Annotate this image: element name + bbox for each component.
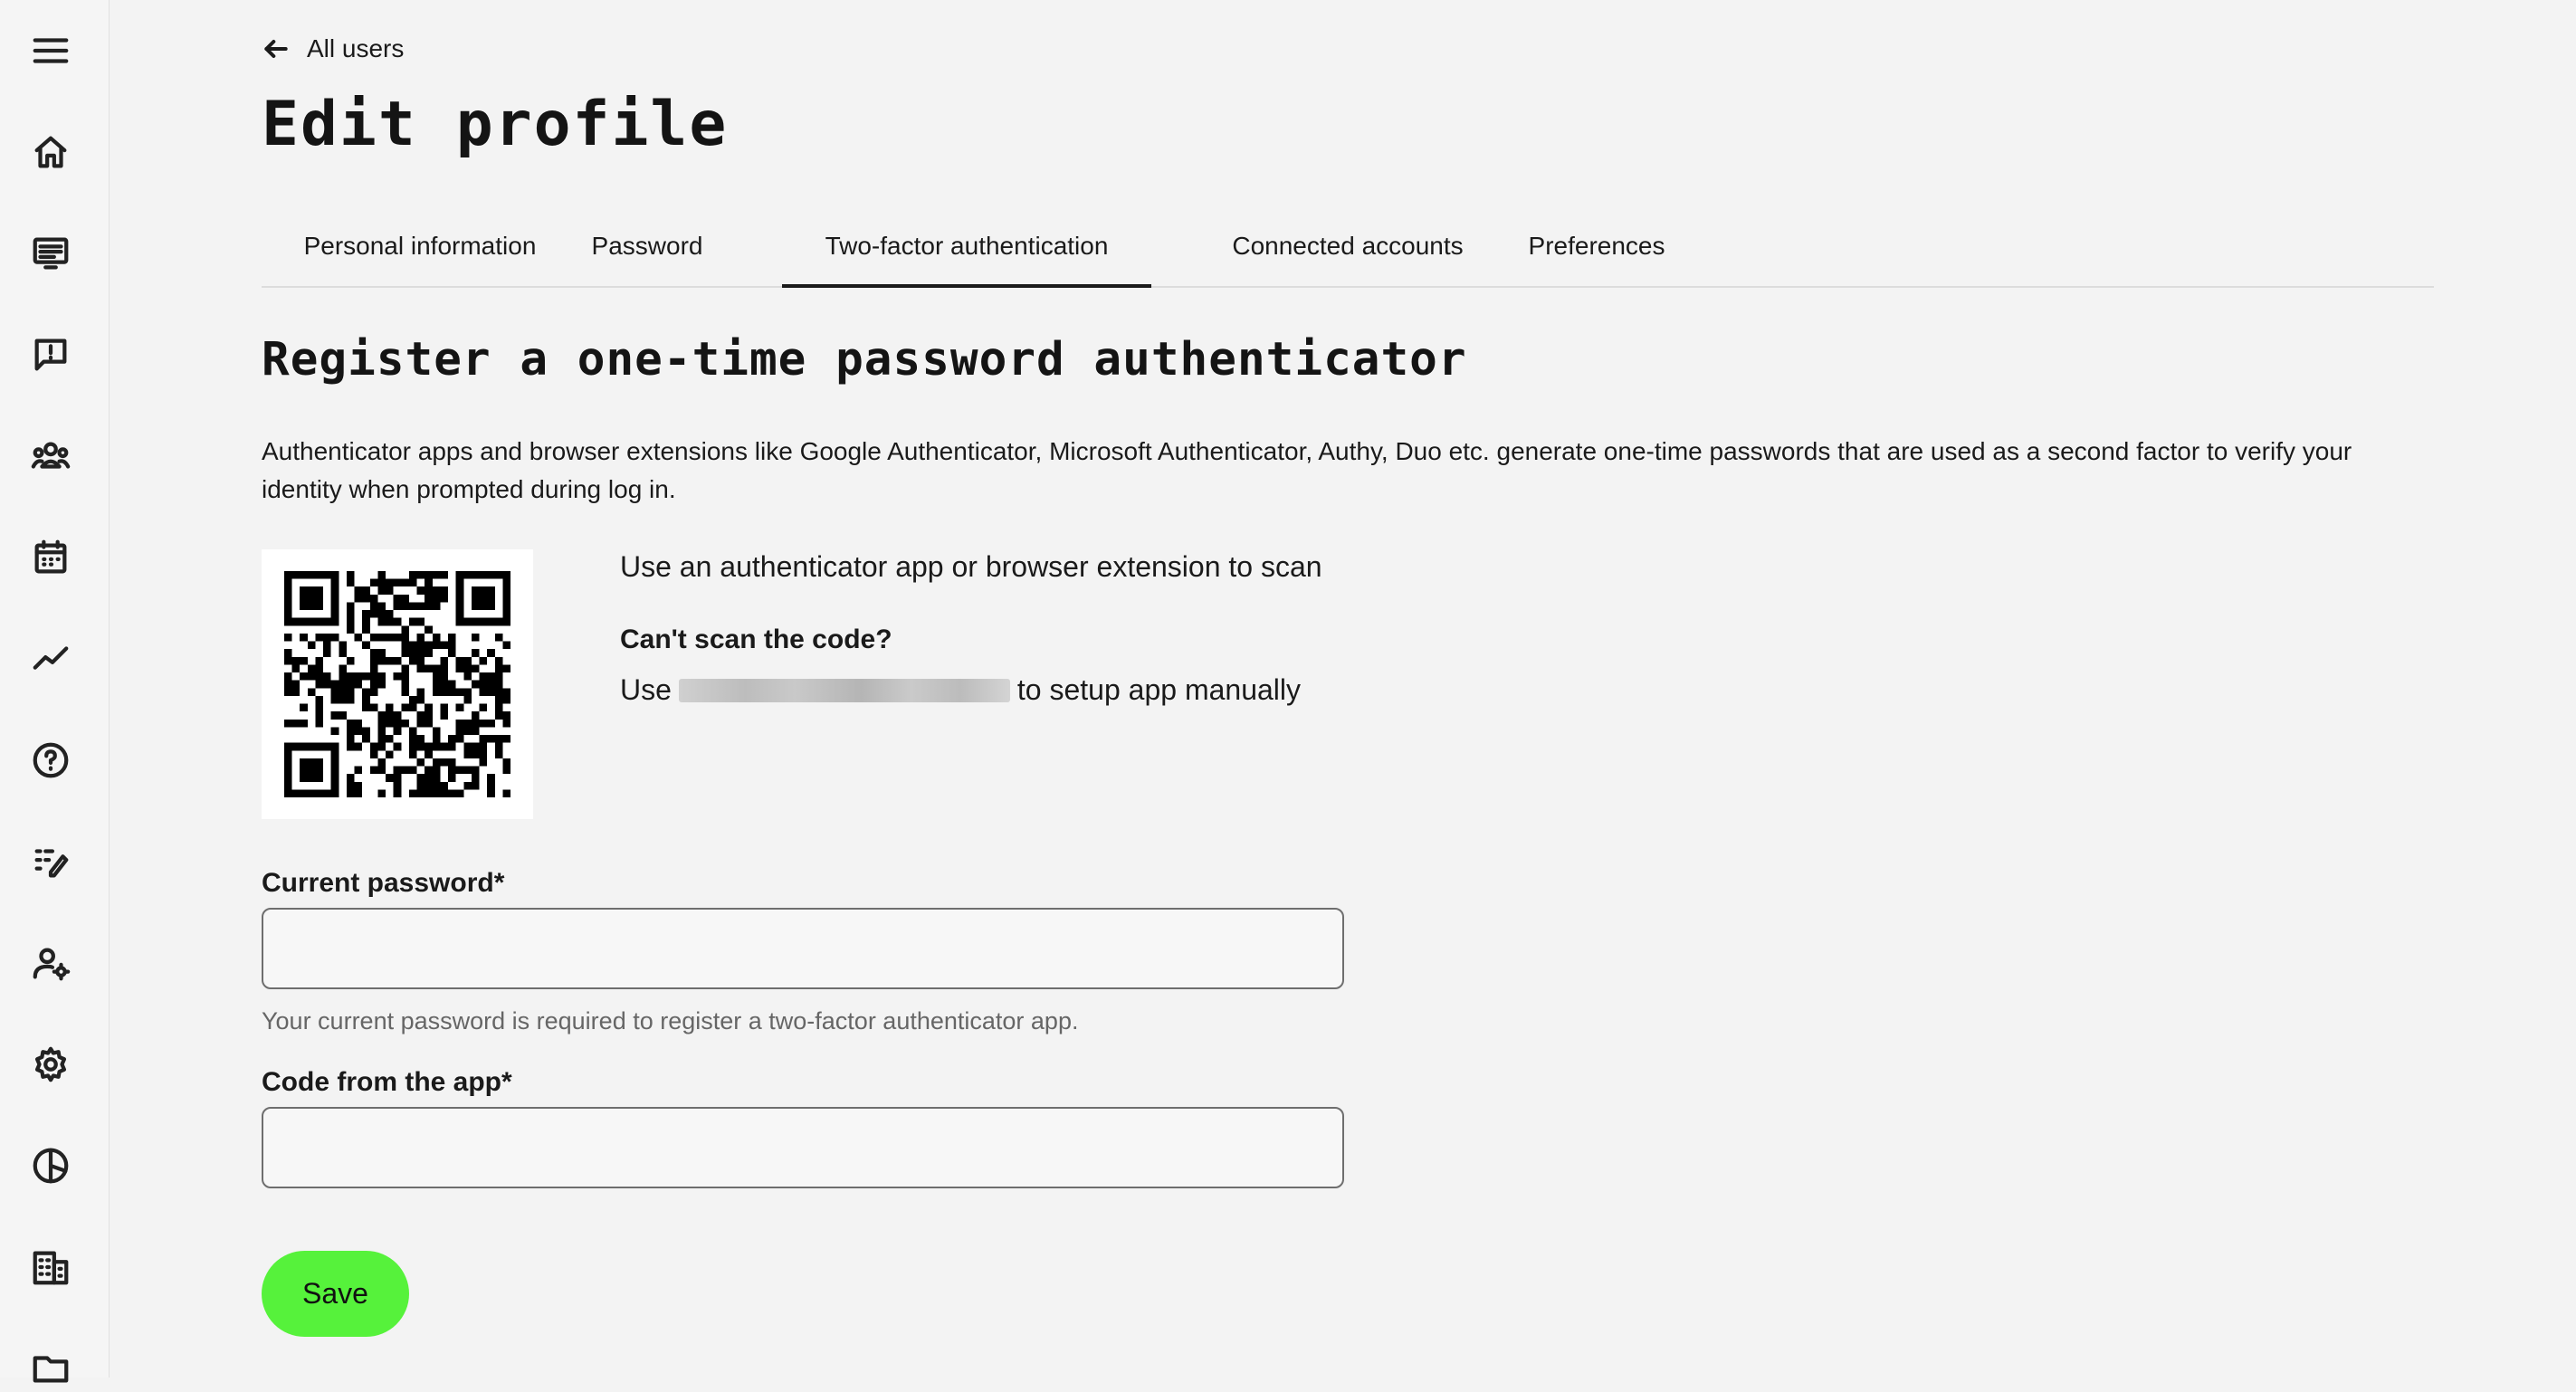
- tab-two-factor-authentication[interactable]: [782, 208, 1151, 288]
- profile-tabs: [262, 208, 2434, 288]
- tab-label: Connected accounts: [1232, 232, 1464, 260]
- edit-list-icon[interactable]: [27, 838, 74, 885]
- back-link[interactable]: [262, 34, 404, 63]
- groups-icon[interactable]: [27, 433, 74, 480]
- code-input[interactable]: [262, 1107, 1344, 1188]
- secret-key-redacted[interactable]: [679, 679, 1010, 702]
- manual-setup-line: [620, 673, 1301, 707]
- tab-preferences[interactable]: [1497, 208, 1696, 284]
- cant-scan-title: Can't scan the code?: [620, 624, 892, 654]
- current-password-input[interactable]: [262, 908, 1344, 989]
- menu-icon[interactable]: [27, 27, 74, 74]
- tab-label: Two-factor authentication: [825, 232, 1109, 260]
- building-icon[interactable]: [27, 1244, 74, 1291]
- page-title: Edit profile: [262, 89, 729, 160]
- save-button[interactable]: Save: [262, 1251, 409, 1337]
- arrow-left-icon: [262, 34, 291, 63]
- tab-connected-accounts[interactable]: [1198, 208, 1497, 284]
- section-title: Register a one-time password authenticator: [262, 333, 1467, 386]
- scan-text: Use an authenticator app or browser extension to scan: [620, 550, 1322, 583]
- manual-prefix: Use: [620, 673, 672, 706]
- monitor-list-icon[interactable]: [27, 230, 74, 277]
- trending-icon[interactable]: [27, 635, 74, 682]
- manual-suffix: to setup app manually: [1016, 673, 1301, 706]
- help-icon[interactable]: [27, 737, 74, 784]
- settings-icon[interactable]: [27, 1041, 74, 1088]
- code-label: Code from the app*: [262, 1067, 512, 1097]
- qr-code: [262, 549, 533, 819]
- home-icon[interactable]: [27, 129, 74, 176]
- feedback-icon[interactable]: [27, 331, 74, 378]
- section-description: Authenticator apps and browser extensions like Google Authenticator, Microsoft Authenticator, Authy, Duo etc. generate one-time passwords that are used as a second factor to verify your identity when prompted during log in.: [262, 437, 2352, 503]
- back-link-label: All users: [307, 34, 405, 62]
- tab-label: Personal information: [303, 232, 537, 260]
- user-settings-icon[interactable]: [27, 939, 74, 987]
- tab-password[interactable]: [578, 208, 716, 284]
- current-password-help: Your current password is required to register a two-factor authenticator app.: [262, 1007, 1079, 1034]
- tab-label: Password: [591, 232, 703, 260]
- tab-label: Preferences: [1528, 232, 1665, 260]
- sidebar: [0, 0, 110, 1378]
- pie-chart-icon[interactable]: [27, 1142, 74, 1189]
- folder-icon[interactable]: [27, 1345, 74, 1392]
- qr-code-image: [284, 571, 510, 797]
- tab-personal-information[interactable]: [262, 208, 578, 284]
- current-password-label: Current password*: [262, 868, 505, 898]
- calendar-icon[interactable]: [27, 534, 74, 581]
- qr-modules: [284, 571, 510, 797]
